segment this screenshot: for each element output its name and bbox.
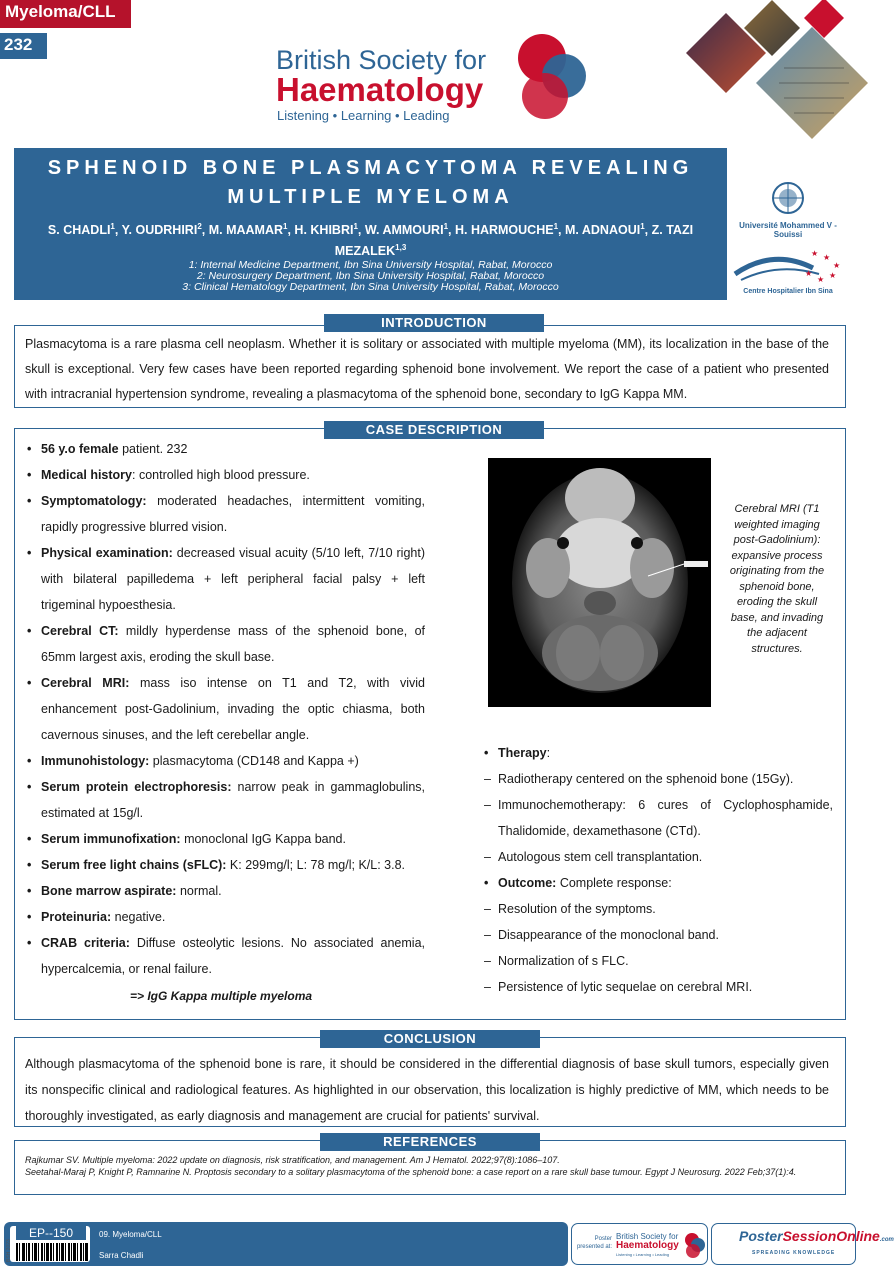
list-item: – Autologous stem cell transplantation. (498, 844, 833, 870)
bsh-logo-circles-icon (505, 28, 590, 123)
presented-at-label: Poster presented at: (576, 1236, 612, 1250)
list-item: • Cerebral MRI: mass iso intense on T1 and T2, with vivid enhancement post-Gadolinium, invading the optic chiasma, both cavernous sinuses, and the left cerebellar angle. (41, 670, 425, 748)
hospital-name: Centre Hospitalier Ibn Sina (743, 288, 833, 295)
svg-text:★: ★ (811, 249, 819, 258)
photo-collage (684, 8, 860, 160)
introduction-text: Plasmacytoma is a rare plasma cell neoplasm. Whether it is solitary or associated with multiple myeloma (MM), its localization in the base of the skull is exceptional. Very few cases have been reported regarding sphenoid bone involvement. We report the case of a patient who presented with intracranial hypertension syndrome, revealing a plasmacytoma of the sphenoid bone, secondary to IgG Kappa MM. (25, 337, 829, 401)
list-item: • Physical examination: decreased visual acuity (5/10 left, 7/10 right) with bilateral papilledema + left peripheral facial palsy + left trigeminal hypoesthesia. (41, 540, 425, 618)
footer-bsh-line-2: Haematology (616, 1240, 679, 1251)
list-item: – Radiotherapy centered on the sphenoid bone (15Gy). (498, 766, 833, 792)
footer-bsh-tagline: Listening • Learning • Leading (616, 1252, 670, 1257)
list-item: • Immunohistology: plasmacytoma (CD148 and Kappa +) (41, 748, 425, 774)
case-findings-list (41, 436, 425, 982)
svg-text:★: ★ (833, 261, 841, 270)
hospital-logo (733, 248, 843, 298)
reference-item: Rajkumar SV. Multiple myeloma: 2022 update on diagnosis, risk stratification, and management. Am J Hematol. 2022;97(8):1086–107. (25, 1155, 560, 1165)
footer-category: 09. Myeloma/CLL (99, 1230, 162, 1239)
pso-tagline: SPREADING KNOWLEDGE (752, 1250, 836, 1256)
footer-pso-panel (711, 1223, 894, 1265)
list-item: – Immunochemotherapy: 6 cures of Cyclophosphamide, Thalidomide, dexamethasone (CTd). (498, 792, 833, 844)
footer-bsh-circles-icon (682, 1231, 706, 1259)
footer-bsh-panel (571, 1223, 708, 1265)
list-item: • CRAB criteria: Diffuse osteolytic lesions. No associated anemia, hypercalcemia, or renal failure. (41, 930, 425, 982)
poster-number: 232 (0, 33, 47, 59)
conclusion-text: Although plasmacytoma of the sphenoid bone is rare, it should be considered in the differential diagnosis of base skull tumors, especially given its nonspecific clinical and radiological features. As highlighted in our observation, this localization is highly predictive of MM, which needs to be thoroughly investigated, as early diagnosis and management are crucial for patients' survival. (25, 1057, 829, 1123)
conclusion-heading: CONCLUSION (320, 1030, 540, 1048)
barcode-icon (16, 1243, 88, 1261)
case-description-heading: CASE DESCRIPTION (324, 421, 544, 439)
list-item: • Symptomatology: moderated headaches, intermittent vomiting, rapidly progressive blurred vision. (41, 488, 425, 540)
title-banner (14, 148, 727, 300)
list-item: • Therapy: (498, 740, 833, 766)
list-item: • 56 y.o female patient. 232 (41, 436, 425, 462)
list-item: • Outcome: Complete response: (498, 870, 833, 896)
diagnosis-conclusion: => IgG Kappa multiple myeloma (130, 989, 313, 1003)
footer-bsh-line-1: British Society for (616, 1232, 679, 1241)
mri-caption: Cerebral MRI (T1 weighted imaging post-Gadolinium): expansive process originating from the sphenoid bone, eroding the skull base, and invading the adjacent structures. (729, 503, 825, 655)
list-item: – Disappearance of the monoclonal band. (498, 922, 833, 948)
introduction-heading: INTRODUCTION (324, 314, 544, 332)
poster-code: EP--150 (16, 1226, 86, 1240)
reference-item: Seetahal-Maraj P, Knight P, Ramnarine N. Proptosis secondary to a solitary plasmacytoma of the sphenoid bone: a case report on a rare skull base tumour. Egypt J Neurosurg. 2022 Feb;37(1):4. (25, 1167, 797, 1177)
logo-line-2: Haematology (276, 71, 484, 108)
conclusion-box (14, 1037, 846, 1127)
university-emblem-icon (733, 178, 843, 218)
list-item: • Serum protein electrophoresis: narrow peak in gammaglobulins, estimated at 15g/l. (41, 774, 425, 826)
list-item: – Normalization of s FLC. (498, 948, 833, 974)
list-item: – Persistence of lytic sequelae on cerebral MRI. (498, 974, 833, 1000)
list-item: • Serum free light chains (sFLC): K: 299mg/l; L: 78 mg/l; K/L: 3.8. (41, 852, 425, 878)
svg-text:★: ★ (823, 253, 831, 262)
logo-tagline: Listening • Learning • Leading (277, 108, 450, 123)
list-item: – Resolution of the symptoms. (498, 896, 833, 922)
list-item: • Serum immunofixation: monoclonal IgG Kappa band. (41, 826, 425, 852)
list-item: • Cerebral CT: mildly hyperdense mass of the sphenoid bone, of 65mm largest axis, eroding the skull base. (41, 618, 425, 670)
affiliation-2: 2: Neurosurgery Department, Ibn Sina University Hospital, Rabat, Morocco (196, 270, 545, 283)
introduction-box (14, 325, 846, 408)
hospital-emblem-icon (733, 248, 843, 286)
affiliation-1: 1: Internal Medicine Department, Ibn Sina University Hospital, Rabat, Morocco (188, 259, 553, 272)
university-logo (733, 178, 843, 238)
pso-brand: PosterSessionOnline.com (739, 1228, 894, 1244)
vertical-code: BSH 2023 (6, 1239, 12, 1262)
footer-presenter: Sarra Chadli (99, 1251, 144, 1260)
list-item: • Bone marrow aspirate: normal. (41, 878, 425, 904)
therapy-outcome-list (498, 740, 833, 1000)
references-heading: REFERENCES (320, 1133, 540, 1151)
category-tag: Myeloma/CLL (0, 0, 131, 28)
authors-line: S. CHADLI$^1$, Y. OUDRHIRI$^2$, M. MAAMAR$^1$, H. KHIBRI$^1$, W. AMMOURI$^1$, H. HARMOUCHE$^1$, M. ADNAOUI$^1$, Z. TAZI MEZALEK$^{1,3}$ (47, 222, 694, 259)
svg-text:★: ★ (817, 275, 825, 284)
logo-line-1: British Society for (276, 45, 487, 75)
list-item: • Proteinuria: negative. (41, 904, 425, 930)
svg-text:★: ★ (805, 269, 813, 278)
university-name: Université Mohammed V - Souissi (739, 221, 837, 239)
list-item: • Medical history: controlled high blood pressure. (41, 462, 425, 488)
brain-mri-icon (488, 458, 711, 707)
poster-title: SPHENOID BONE PLASMACYTOMA REVEALING MULTIPLE MYELOMA (47, 157, 694, 208)
svg-text:★: ★ (829, 271, 837, 280)
mri-image (488, 458, 711, 707)
affiliation-3: 3: Clinical Hematology Department, Ibn Sina University Hospital, Rabat, Morocco (182, 281, 559, 294)
